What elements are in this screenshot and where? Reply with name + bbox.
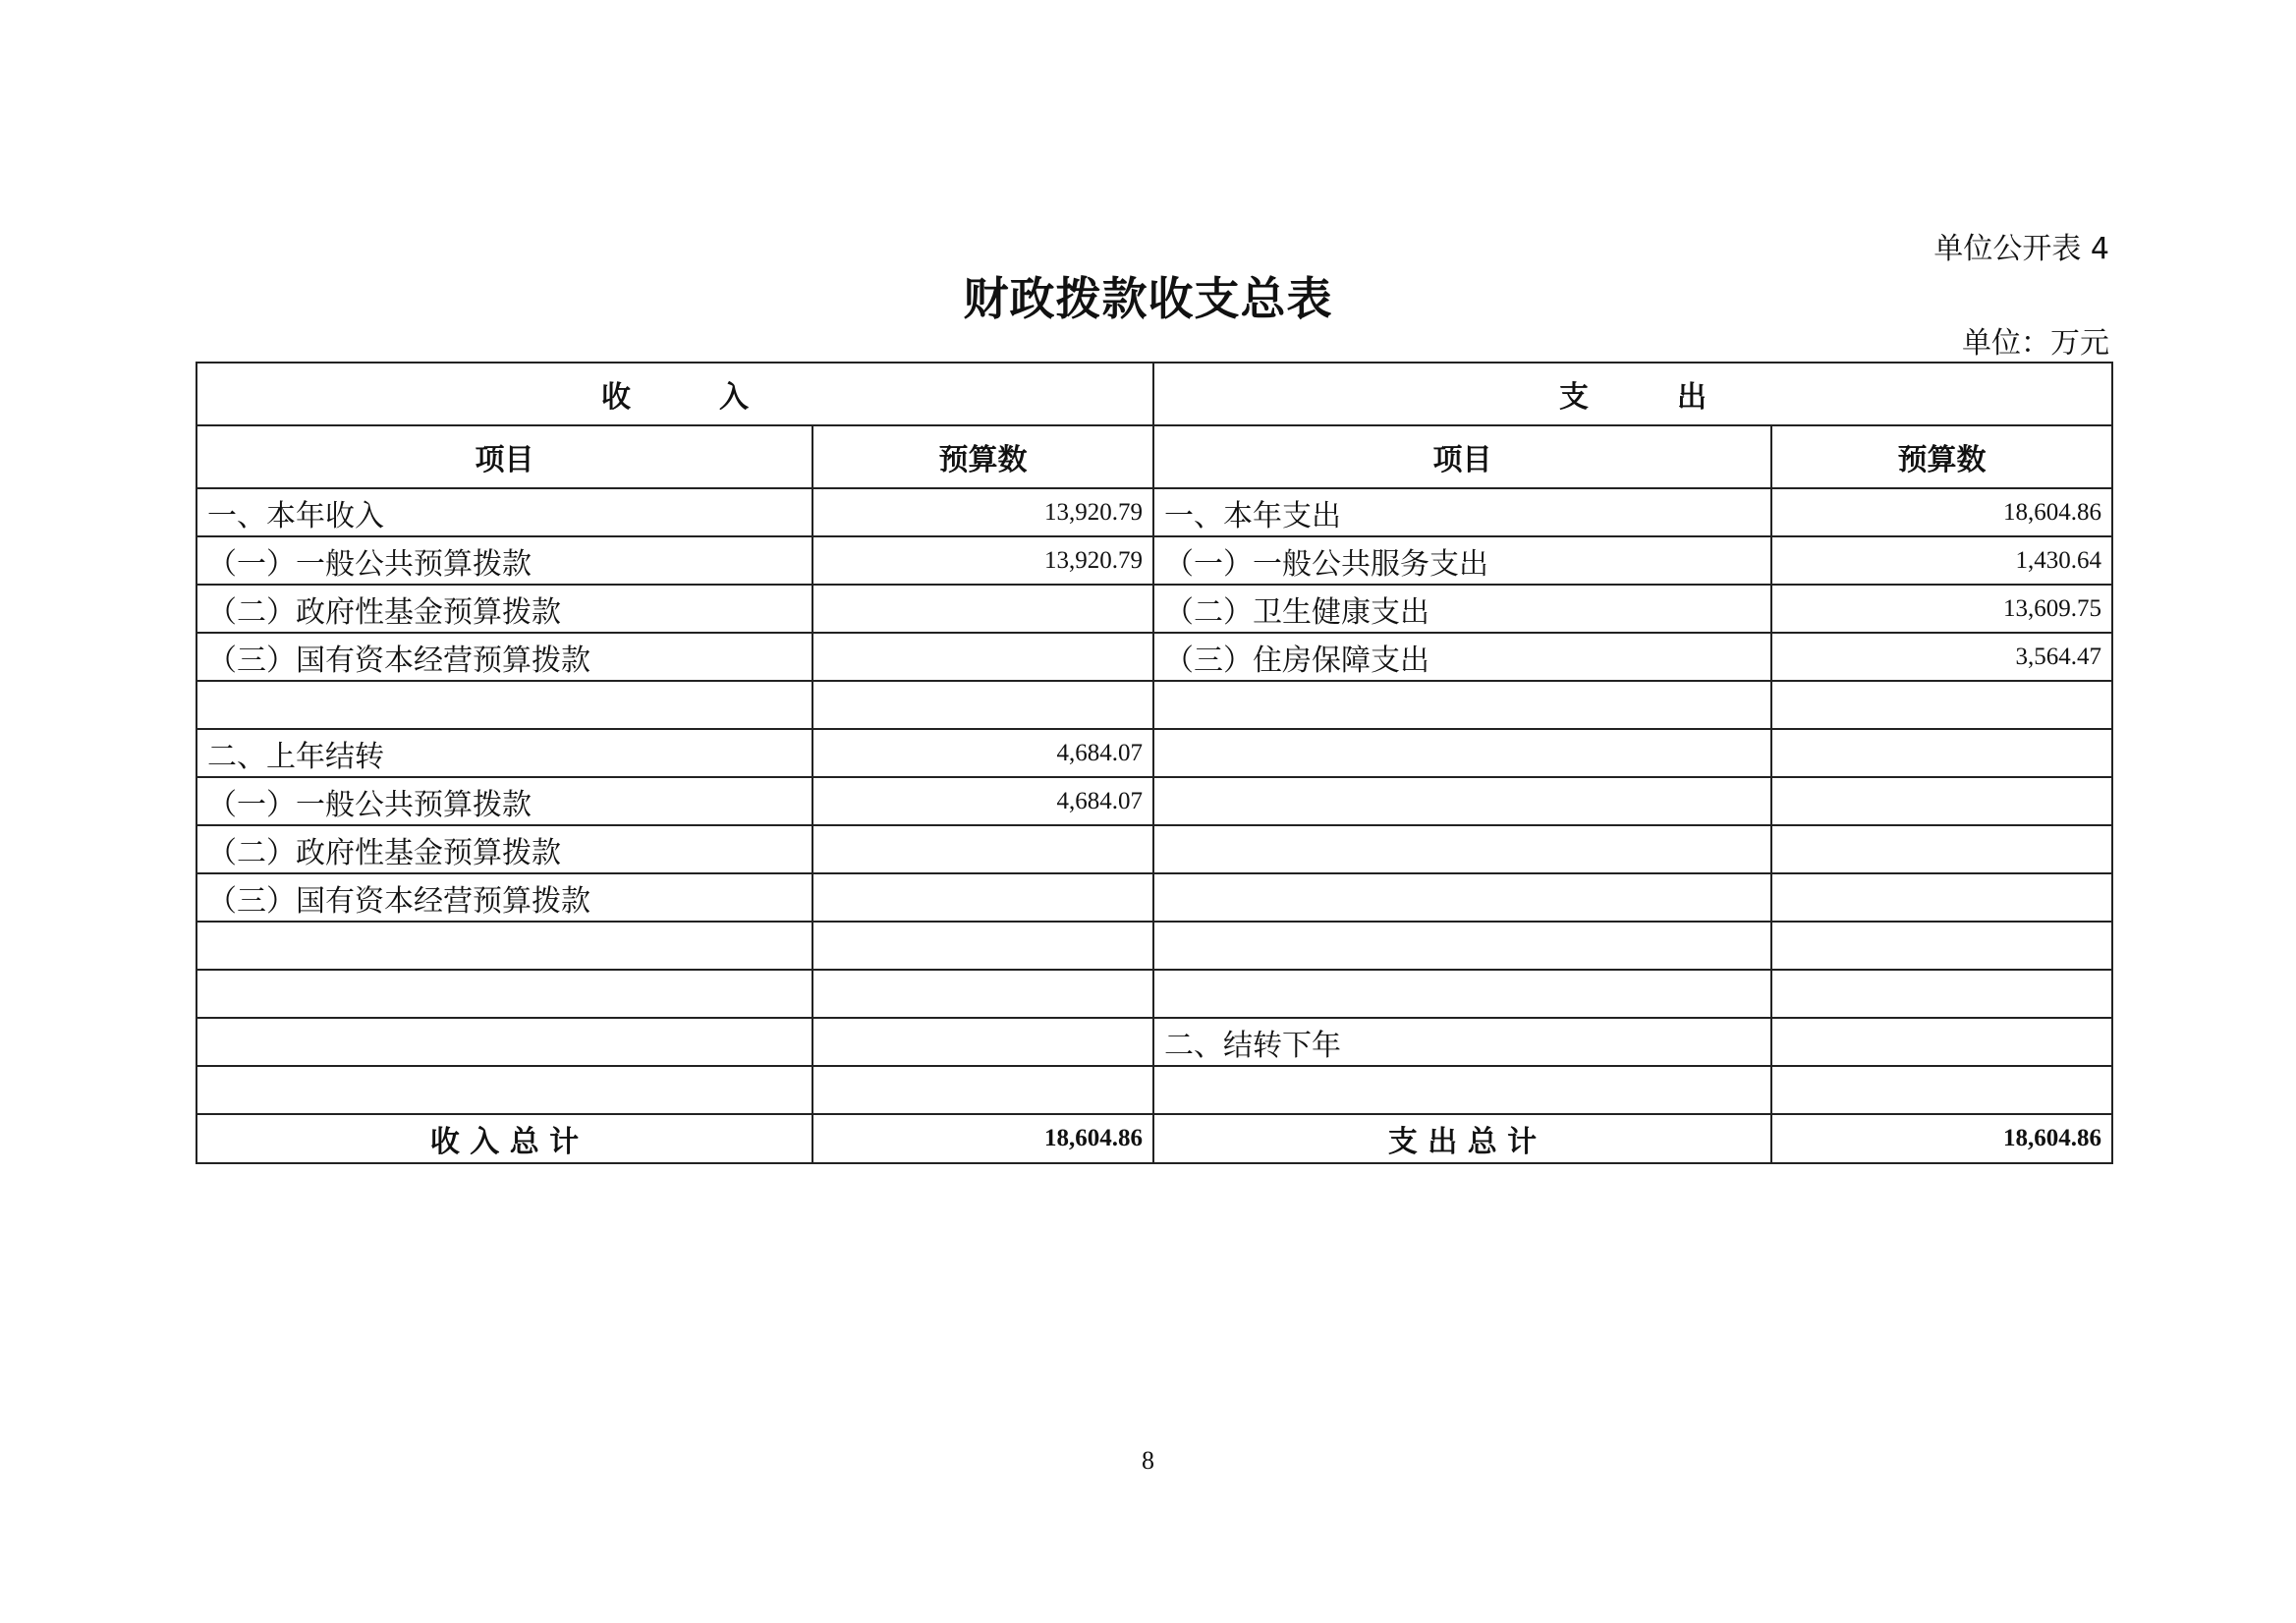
table-row (196, 777, 2112, 825)
expense-item-cell: 二、结转下年 (1153, 1018, 1771, 1066)
page-number: 8 (1142, 1446, 1154, 1475)
table-body (196, 488, 2112, 1114)
expense-value-cell (1771, 970, 2112, 1018)
expense-value-cell (1771, 825, 2112, 873)
expense-section-header: 支 出 (1153, 363, 2112, 425)
expense-value-cell: 3,564.47 (1771, 633, 2112, 681)
total-row (196, 1114, 2112, 1163)
income-item-cell: 一、本年收入 (196, 488, 812, 536)
expense-value-cell (1771, 873, 2112, 922)
income-value-cell (812, 633, 1153, 681)
income-value-cell (812, 1066, 1153, 1114)
income-item-cell: （三）国有资本经营预算拨款 (196, 873, 812, 922)
expense-item-cell: （二）卫生健康支出 (1153, 585, 1771, 633)
column-header-row (196, 425, 2112, 488)
expense-value-cell: 18,604.86 (1771, 488, 2112, 536)
expense-value-cell (1771, 729, 2112, 777)
expense-budget-column-header: 预算数 (1771, 425, 2112, 488)
table-row (196, 729, 2112, 777)
expense-item-cell (1153, 681, 1771, 729)
table-row (196, 922, 2112, 970)
income-value-cell: 4,684.07 (812, 777, 1153, 825)
expense-item-cell (1153, 1066, 1771, 1114)
income-value-cell: 13,920.79 (812, 536, 1153, 585)
income-item-cell (196, 681, 812, 729)
income-item-cell: （一）一般公共预算拨款 (196, 777, 812, 825)
expense-value-cell (1771, 681, 2112, 729)
table-row (196, 825, 2112, 873)
income-value-cell (812, 585, 1153, 633)
table-row (196, 585, 2112, 633)
income-item-cell: （二）政府性基金预算拨款 (196, 825, 812, 873)
budget-table (196, 362, 2113, 1164)
income-value-cell (812, 922, 1153, 970)
table-label: 单位公开表 4 (1933, 232, 2109, 266)
income-budget-column-header: 预算数 (812, 425, 1153, 488)
expense-item-cell (1153, 922, 1771, 970)
expense-value-cell: 13,609.75 (1771, 585, 2112, 633)
income-item-cell (196, 970, 812, 1018)
expense-total-label: 支 出 总 计 (1153, 1114, 1771, 1163)
income-item-cell (196, 922, 812, 970)
income-item-cell: （三）国有资本经营预算拨款 (196, 633, 812, 681)
income-value-cell: 13,920.79 (812, 488, 1153, 536)
income-section-header: 收 入 (196, 363, 1153, 425)
expense-item-cell (1153, 729, 1771, 777)
table-row (196, 1066, 2112, 1114)
income-total-label: 收 入 总 计 (196, 1114, 812, 1163)
income-item-cell: （一）一般公共预算拨款 (196, 536, 812, 585)
expense-item-cell (1153, 970, 1771, 1018)
income-item-column-header: 项目 (196, 425, 812, 488)
income-value-cell: 4,684.07 (812, 729, 1153, 777)
expense-value-cell (1771, 1066, 2112, 1114)
expense-value-cell (1771, 777, 2112, 825)
page-title: 财政拨款收支总表 (963, 272, 1333, 325)
table-row (196, 536, 2112, 585)
table-row (196, 873, 2112, 922)
expense-item-cell: （一）一般公共服务支出 (1153, 536, 1771, 585)
unit-label: 单位：万元 (1962, 326, 2109, 361)
expense-item-cell (1153, 825, 1771, 873)
expense-item-cell: （三）住房保障支出 (1153, 633, 1771, 681)
table-row (196, 681, 2112, 729)
income-value-cell (812, 825, 1153, 873)
income-item-cell: 二、上年结转 (196, 729, 812, 777)
expense-item-cell (1153, 873, 1771, 922)
income-total-value: 18,604.86 (812, 1114, 1153, 1163)
table-row (196, 970, 2112, 1018)
income-item-cell (196, 1066, 812, 1114)
expense-item-cell: 一、本年支出 (1153, 488, 1771, 536)
income-item-cell: （二）政府性基金预算拨款 (196, 585, 812, 633)
income-value-cell (812, 681, 1153, 729)
expense-total-value: 18,604.86 (1771, 1114, 2112, 1163)
income-item-cell (196, 1018, 812, 1066)
income-value-cell (812, 873, 1153, 922)
expense-item-cell (1153, 777, 1771, 825)
section-header-row (196, 363, 2112, 425)
table-row (196, 633, 2112, 681)
table-row (196, 1018, 2112, 1066)
expense-value-cell (1771, 1018, 2112, 1066)
income-value-cell (812, 1018, 1153, 1066)
expense-value-cell: 1,430.64 (1771, 536, 2112, 585)
table-row (196, 488, 2112, 536)
income-value-cell (812, 970, 1153, 1018)
expense-item-column-header: 项目 (1153, 425, 1771, 488)
expense-value-cell (1771, 922, 2112, 970)
